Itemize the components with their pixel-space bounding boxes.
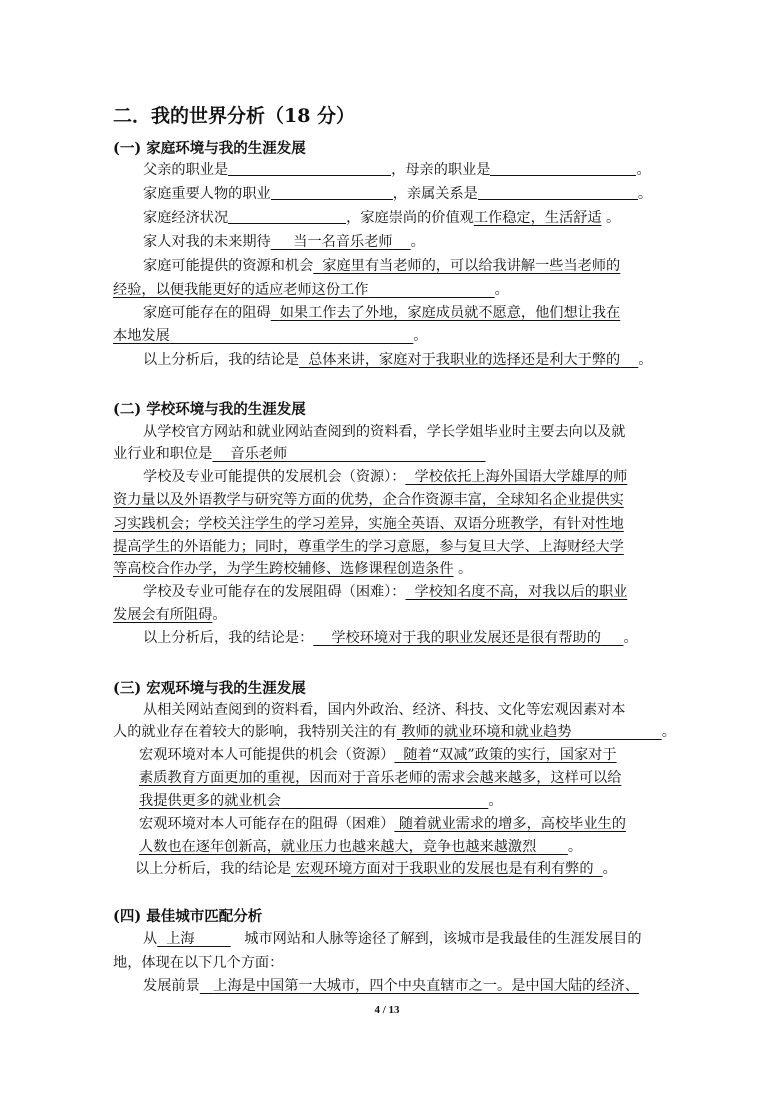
school-opp-5: 等高校合作办学，为学生跨校辅修、选修课程创造条件 bbox=[113, 561, 454, 577]
relation-label: ，亲属关系是 bbox=[392, 186, 478, 202]
resource-label: 家庭可能提供的资源和机会 bbox=[143, 258, 314, 274]
school-opp-4: 提高学生的外语能力；同时，尊重学生的学习意愿，参与复旦大学、上海财经大学 bbox=[113, 539, 624, 555]
macro-intro-answer: 教师的就业环境和就业趋势 bbox=[401, 724, 572, 740]
macro-conclusion-label: 以上分析后，我的结论是 bbox=[135, 861, 292, 877]
school-intro-2 bbox=[113, 444, 486, 464]
expect-line: 家人对我的未来期待 当一名音乐老师 。 bbox=[143, 234, 425, 250]
resource-answer-2: 经验，以便我能更好的适应老师这份工作 bbox=[113, 282, 369, 298]
school-intro-answer: 音乐老师 bbox=[230, 446, 288, 462]
family-conclusion-label: 以上分析后，我的结论是 bbox=[143, 352, 300, 368]
school-opp-2: 资力量以及外语教学与研究等方面的优势，企合作资源丰富，全球知名企业提供实 bbox=[113, 492, 624, 508]
macro-conclusion-line: 以上分析后，我的结论是 宏观环境方面对于我职业的发展也是有利有弊的 。 bbox=[135, 861, 617, 877]
school-opp-line-2 bbox=[113, 490, 624, 510]
city-intro-text-1: 城市网站和人脉等途径了解到，该城市是我最佳的生涯发展目的 bbox=[244, 931, 642, 947]
school-obs-line-1 bbox=[143, 582, 627, 602]
values-answer: 工作稳定，生活舒适 bbox=[473, 210, 602, 226]
mother-blank bbox=[490, 161, 636, 176]
macro-opp-line-1 bbox=[139, 745, 617, 765]
obstacle-line-1 bbox=[143, 303, 620, 323]
family-conclusion-answer: 总体来讲，家庭对于我职业的选择还是利大于弊的 bbox=[308, 352, 621, 368]
family-conclusion-line: 以上分析后，我的结论是 总体来讲，家庭对于我职业的选择还是利大于弊的 。 bbox=[143, 352, 653, 368]
important-line: 家庭重要人物的职业 ，亲属关系是 。 bbox=[143, 186, 653, 202]
macro-obs-1: 随着就业需求的增多，高校毕业生的 bbox=[398, 816, 626, 832]
school-obs-1: 学校知名度不高，对我以后的职业 bbox=[414, 584, 628, 600]
school-opp-line-1 bbox=[143, 467, 627, 487]
values-label: ，家庭崇尚的价值观 bbox=[346, 210, 474, 226]
macro-opp-2: 素质教育方面更加的重视，因而对于音乐老师的需求会越来越多，这样可以给 bbox=[139, 770, 622, 786]
expect-label: 家人对我的未来期待 bbox=[143, 234, 271, 250]
mother-label: ，母亲的职业是 bbox=[391, 162, 491, 178]
obstacle-answer-2: 本地发展 bbox=[113, 328, 170, 344]
city-name: 上海 bbox=[166, 931, 195, 947]
macro-heading: (三) 宏观环境与我的生涯发展 bbox=[113, 680, 306, 697]
prospect-answer: 上海是中国第一大城市，四个中央直辖市之一。是中国大陆的经济、 bbox=[213, 978, 639, 994]
family-heading: (一) 家庭环境与我的生涯发展 bbox=[113, 140, 306, 157]
macro-obs-label: 宏观环境对本人可能存在的阻碍（困难） bbox=[139, 816, 395, 832]
school-opp-line-4 bbox=[113, 537, 624, 557]
father-label: 父亲的职业是 bbox=[143, 162, 229, 178]
macro-obs-line-2: 人数也在逐年创新高，就业压力也越来越大，竞争也越来越激烈 。 bbox=[139, 839, 583, 855]
school-opp-label: 学校及专业可能提供的发展机会（资源）： bbox=[143, 469, 406, 485]
obstacle-answer-1: 如果工作去了外地，家庭成员就不愿意，他们想让我在 bbox=[279, 305, 621, 321]
expect-answer: 当一名音乐老师 bbox=[293, 234, 393, 250]
important-blank bbox=[271, 185, 393, 200]
city-from: 从 bbox=[143, 931, 158, 947]
school-intro-text-1: 从学校官方网站和就业网站查阅到的资料看，学长学姐毕业时主要去向以及就 bbox=[143, 424, 626, 440]
school-obs-label: 学校及专业可能存在的发展阻碍（困难）： bbox=[143, 584, 406, 600]
city-heading: (四) 最佳城市匹配分析 bbox=[113, 908, 263, 925]
important-label: 家庭重要人物的职业 bbox=[143, 186, 271, 202]
father-mother-line: 父亲的职业是 ，母亲的职业是 。 bbox=[143, 162, 651, 178]
relation-blank bbox=[478, 185, 638, 200]
macro-conclusion-answer: 宏观环境方面对于我职业的发展也是有利有弊的 bbox=[295, 861, 594, 877]
city-prospect-line bbox=[143, 976, 639, 996]
school-conclusion-label: 以上分析后，我的结论是： bbox=[143, 630, 314, 646]
school-intro-text-2: 业行业和职位是 bbox=[113, 446, 213, 462]
resource-answer-1: 家庭里有当老师的，可以给我讲解一些当老师的 bbox=[322, 258, 621, 274]
macro-obs-2: 人数也在逐年创新高，就业压力也越来越大，竞争也越来越激烈 bbox=[139, 839, 537, 855]
economy-line: 家庭经济状况 ，家庭崇尚的价值观工作稳定，生活舒适 。 bbox=[143, 210, 621, 226]
school-conclusion-answer: 学校环境对于我的职业发展还是很有帮助的 bbox=[331, 630, 601, 646]
macro-intro-text-2: 人的就业存在着较大的影响，我特别关注的有 bbox=[113, 724, 397, 740]
macro-opp-1: 随着“双减”政策的实行，国家对于 bbox=[403, 747, 617, 763]
school-obs-2: 发展会有所阻碍 bbox=[113, 607, 213, 623]
father-blank bbox=[228, 161, 391, 176]
school-opp-line-5: 等高校合作办学，为学生跨校辅修、选修课程创造条件 。 bbox=[113, 561, 473, 577]
page-number: 4 / 13 bbox=[374, 1004, 400, 1016]
macro-intro-text-1: 从相关网站查阅到的资料看，国内外政治、经济、科技、文化等宏观因素对本 bbox=[143, 702, 626, 718]
obstacle-line-2: 本地发展 。 bbox=[113, 328, 428, 344]
school-heading: (二) 学校环境与我的生涯发展 bbox=[113, 401, 306, 418]
macro-opp-3: 我提供更多的就业机会 bbox=[139, 793, 281, 809]
city-intro-1 bbox=[143, 929, 642, 949]
macro-opp-line-2 bbox=[139, 768, 621, 788]
school-opp-1: 学校依托上海外国语大学雄厚的师 bbox=[414, 469, 628, 485]
school-conclusion-line: 以上分析后，我的结论是： 学校环境对于我的职业发展还是很有帮助的 。 bbox=[143, 630, 638, 646]
school-opp-line-3 bbox=[113, 514, 624, 534]
macro-opp-label: 宏观环境对本人可能提供的机会（资源） bbox=[139, 747, 395, 763]
school-opp-3: 习实践机会；学校关注学生的学习差异，实施全英语、双语分班教学，有针对性地 bbox=[113, 516, 624, 532]
section-title: 二．我的世界分析（18 分） bbox=[113, 105, 356, 127]
city-intro-text-2: 地，体现在以下几个方面： bbox=[113, 955, 284, 971]
school-obs-line-2: 发展会有所阻碍。 bbox=[113, 607, 227, 623]
resource-line-2: 经验，以便我能更好的适应老师这份工作 。 bbox=[113, 282, 509, 298]
resource-line-1 bbox=[143, 256, 620, 276]
macro-opp-line-3: 我提供更多的就业机会 。 bbox=[139, 793, 503, 809]
macro-intro-2: 人的就业存在着较大的影响，我特别关注的有 教师的就业环境和就业趋势 。 bbox=[113, 724, 676, 740]
city-intro-2 bbox=[113, 953, 283, 973]
macro-obs-line-1 bbox=[139, 814, 626, 834]
obstacle-label: 家庭可能存在的阻碍 bbox=[143, 305, 271, 321]
prospect-label: 发展前景 bbox=[143, 978, 200, 994]
macro-intro-1 bbox=[143, 700, 625, 720]
school-intro-1 bbox=[143, 422, 625, 442]
economy-blank bbox=[228, 209, 346, 224]
economy-label: 家庭经济状况 bbox=[143, 210, 229, 226]
